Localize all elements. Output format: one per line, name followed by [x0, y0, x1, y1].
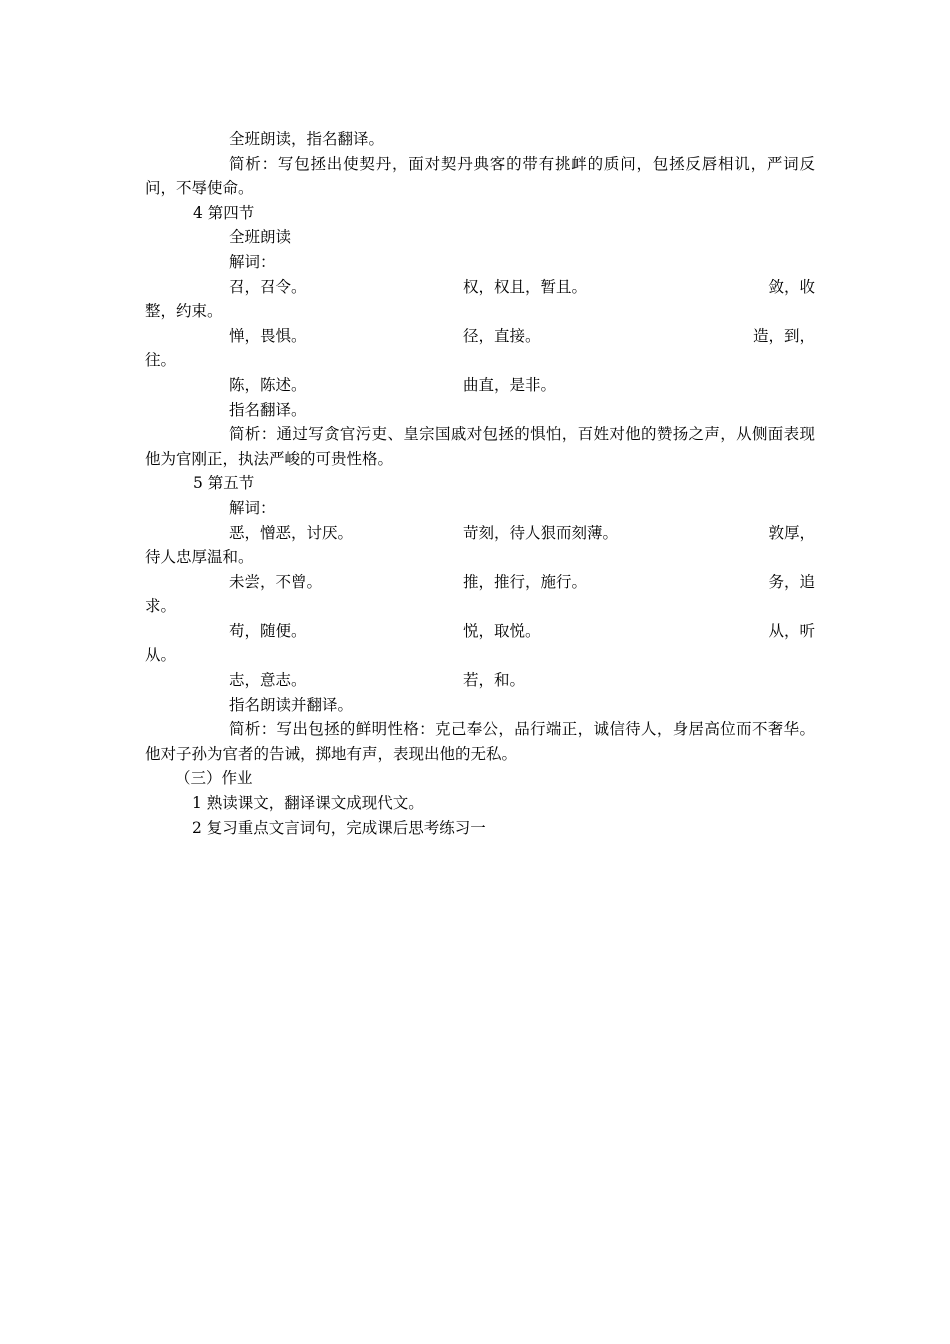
vocab-entry: 苟，随便。 [229, 621, 307, 640]
vocab-entry: 权，权且，暂且。 [463, 277, 588, 296]
section4-translate-line: 指名翻译。 [229, 400, 307, 419]
vocab-entry [753, 373, 815, 398]
vocab-row [145, 668, 815, 693]
section3-analysis: 简析：写包拯出使契丹，面对契丹典客的带有挑衅的质问，包拯反唇相讥，严词反问，不辱使命。 [145, 154, 815, 198]
vocab-entry: 推，推行，施行。 [463, 572, 588, 591]
document-body [145, 127, 815, 840]
vocab-entry: 敛，收 [768, 277, 815, 296]
vocab-continuation: 往。 [145, 351, 177, 370]
vocab-entry [753, 668, 815, 693]
vocab-row [145, 373, 815, 398]
vocab-entry: 未尝，不曾。 [229, 572, 323, 591]
vocab-row [145, 324, 815, 349]
section5-translate-line: 指名朗读并翻译。 [229, 695, 354, 714]
vocab-entry: 曲直，是非。 [463, 375, 557, 394]
vocab-entry: 恶，憎恶，讨厌。 [229, 523, 354, 542]
vocab-entry: 陈，陈述。 [229, 375, 307, 394]
vocab-entry: 召，召令。 [229, 277, 307, 296]
vocab-entry: 志，意志。 [229, 671, 307, 690]
homework-item: 1 熟读课文，翻译课文成现代文。 [192, 794, 424, 813]
vocab-entry: 苛刻，待人狠而刻薄。 [463, 523, 619, 542]
vocab-entry: 悦，取悦。 [463, 621, 541, 640]
vocab-entry: 若，和。 [463, 671, 526, 690]
section3-read-line: 全班朗读，指名翻译。 [229, 130, 385, 148]
vocab-continuation: 从。 [145, 646, 177, 665]
section4-analysis: 简析：通过写贪官污吏、皇宗国戚对包拯的惧怕，百姓对他的赞扬之声，从侧面表现他为官刚正，执法严峻的可贵性格。 [145, 425, 815, 468]
vocab-entry: 务，追 [768, 572, 815, 591]
vocab-entry: 径，直接。 [463, 326, 541, 345]
vocab-row [145, 619, 815, 644]
vocab-entry: 惮，畏惧。 [229, 326, 307, 345]
vocab-row [145, 570, 815, 595]
vocab-continuation: 待人忠厚温和。 [145, 548, 254, 567]
vocab-entry: 敦厚， [768, 523, 815, 542]
homework-item: 2 复习重点文言词句，完成课后思考练习一 [192, 818, 486, 837]
vocab-entry: 从，听 [768, 621, 815, 640]
section4-vocab-label: 解词： [229, 252, 276, 271]
section5-analysis: 简析：写出包拯的鲜明性格：克己奉公，品行端正，诚信待人，身居高位而不奢华。他对子孙为官者的告诫，掷地有声，表现出他的无私。 [145, 720, 815, 763]
vocab-row [145, 521, 815, 546]
section5-vocab-label: 解词： [229, 498, 276, 517]
vocab-entry: 造，到， [752, 326, 815, 345]
vocab-row [145, 275, 815, 300]
vocab-continuation: 求。 [145, 597, 177, 616]
section5-heading: 5 第五节 [193, 474, 255, 493]
vocab-continuation: 整，约束。 [145, 302, 223, 321]
section4-heading: 4 第四节 [193, 203, 255, 222]
section4-read-line: 全班朗读 [229, 228, 292, 247]
homework-heading: （三）作业 [175, 769, 253, 788]
